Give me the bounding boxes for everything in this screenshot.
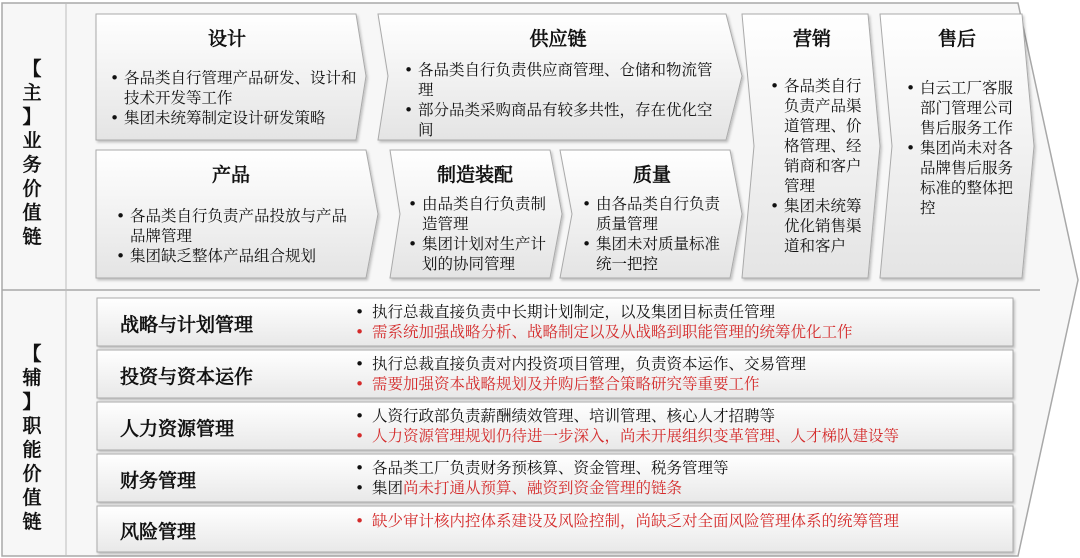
design-bullet: • 集团未统筹制定设计研发策略 — [110, 108, 360, 128]
bullet-text: 执行总裁直接负责中长期计划制定，以及集团目标责任管理 — [372, 303, 776, 321]
support-bullet — [352, 426, 899, 446]
manufacturing-bullets — [408, 194, 548, 274]
support-bullet — [352, 458, 729, 478]
bullet-red-text: 需系统加强战略分析、战略制定以及从战略到职能管理的统筹优化工作 — [372, 323, 853, 341]
side-char: 值 — [22, 202, 42, 224]
side-char: 【 — [22, 58, 42, 80]
marketing-bullet: • 各品类自行负责产品渠道管理、价格管理、经销商和客户管理 — [770, 76, 866, 196]
primary-side-label — [2, 58, 62, 248]
supply-bullets — [404, 60, 720, 140]
supply-bullet: • 部分品类采购商品有较多共性，存在优化空间 — [404, 100, 720, 140]
support-row-label: 人力资源管理 — [120, 418, 235, 440]
quality-bullets — [582, 194, 728, 274]
support-row-bullets — [352, 302, 853, 342]
supply-title: 供应链 — [529, 28, 587, 50]
bullet-red-text: 尚未打通从预算、融资到资金管理的链条 — [403, 479, 683, 497]
bullet-text: 执行总裁直接负责对内投资项目管理，负责资本运作、交易管理 — [372, 355, 807, 373]
side-char: 值 — [22, 487, 42, 509]
product-title: 产品 — [211, 164, 250, 186]
side-char: 职 — [22, 415, 42, 437]
side-char: 】 — [22, 106, 42, 128]
side-char: 价 — [22, 178, 42, 200]
support-row-label: 财务管理 — [120, 470, 197, 492]
product-bullet: • 各品类自行负责产品投放与产品品牌管理 — [116, 206, 356, 246]
side-char: 】 — [22, 391, 42, 413]
design-title: 设计 — [207, 28, 246, 50]
aftersales-bullets — [906, 78, 1018, 218]
bullet-red-text: 人力资源管理规划仍待进一步深入，尚未开展组织变革管理、人才梯队建设等 — [372, 427, 900, 445]
side-char: 价 — [22, 463, 42, 485]
aftersales-bullet: • 集团尚未对各品牌售后服务标准的整体把控 — [906, 138, 1018, 218]
support-bullet — [352, 354, 806, 374]
support-bullet — [352, 322, 853, 342]
bullet-text: 各品类工厂负责财务预核算、资金管理、税务管理等 — [372, 459, 729, 477]
product-bullets — [116, 206, 356, 266]
quality-bullet: • 集团未对质量标准统一把控 — [582, 234, 728, 274]
support-row-bullets — [352, 458, 729, 498]
bullet-text: 集团 — [372, 479, 404, 497]
support-row-label: 投资与资本运作 — [120, 366, 254, 388]
support-row-label: 战略与计划管理 — [120, 314, 254, 336]
support-bullet — [352, 511, 899, 531]
manufacturing-bullet: • 由品类自行负责制造管理 — [408, 194, 548, 234]
support-bullet — [352, 374, 806, 394]
side-char: 务 — [22, 154, 42, 176]
side-char: 链 — [22, 511, 42, 533]
side-char: 主 — [22, 82, 42, 104]
support-bullet — [352, 302, 853, 322]
support-row-bullets — [352, 406, 899, 446]
side-char: 【 — [22, 343, 42, 365]
bullet-text: 人资行政部负责薪酬绩效管理、培训管理、核心人才招聘等 — [372, 407, 776, 425]
marketing-title: 营销 — [792, 28, 831, 50]
quality-title: 质量 — [632, 164, 671, 186]
side-char: 辅 — [22, 367, 42, 389]
support-bullet — [352, 406, 899, 426]
quality-bullet: • 由各品类自行负责质量管理 — [582, 194, 728, 234]
design-bullet: • 各品类自行管理产品研发、设计和技术开发等工作 — [110, 68, 360, 108]
manufacturing-title: 制造装配 — [436, 164, 513, 186]
bullet-red-text: 缺少审计核内控体系建设及风险控制，尚缺乏对全面风险管理体系的统筹管理 — [372, 512, 900, 530]
side-char: 业 — [22, 130, 42, 152]
aftersales-title: 售后 — [937, 28, 976, 50]
bullet-red-text: 需要加强资本战略规划及并购后整合策略研究等重要工作 — [372, 375, 760, 393]
side-char: 能 — [22, 439, 42, 461]
aftersales-bullet: • 白云工厂客服部门管理公司售后服务工作 — [906, 78, 1018, 138]
marketing-bullets — [770, 76, 866, 256]
support-row-label: 风险管理 — [120, 521, 197, 543]
secondary-side-label — [2, 338, 62, 538]
side-char: 链 — [22, 226, 42, 248]
manufacturing-bullet: • 集团计划对生产计划的协同管理 — [408, 234, 548, 274]
supply-bullet: • 各品类自行负责供应商管理、仓储和物流管理 — [404, 60, 720, 100]
support-bullet — [352, 478, 729, 498]
support-row-bullets — [352, 354, 806, 394]
product-bullet: • 集团缺乏整体产品组合规划 — [116, 246, 356, 266]
support-row-bullets — [352, 511, 899, 531]
marketing-bullet: • 集团未统筹优化销售渠道和客户 — [770, 196, 866, 256]
design-bullets — [110, 68, 360, 128]
